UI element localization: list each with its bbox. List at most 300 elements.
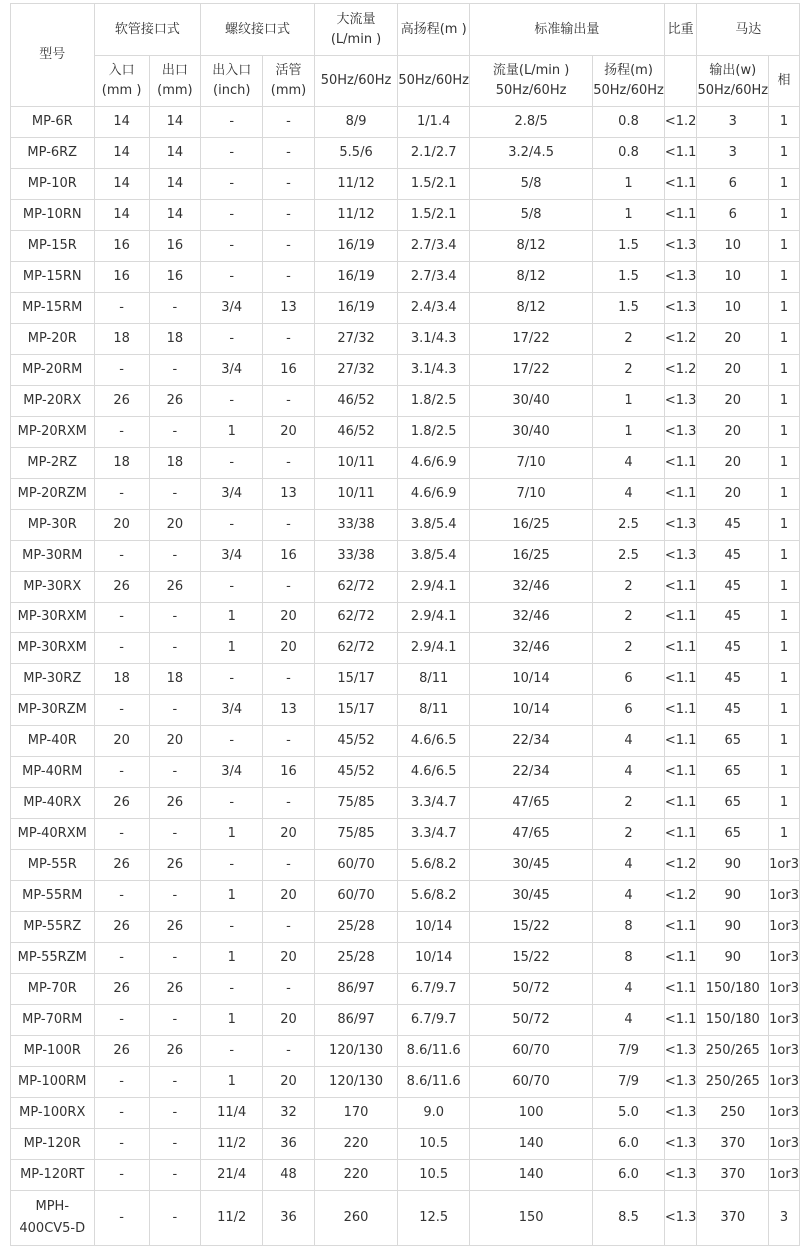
cell-max-flow: 260 xyxy=(314,1190,398,1245)
cell-std-flow: 15/22 xyxy=(470,943,593,974)
cell-live-tube: 20 xyxy=(263,819,314,850)
cell-std-head: 1 xyxy=(593,168,665,199)
cell-model: MPH-400CV5-D xyxy=(11,1190,95,1245)
cell-outlet: - xyxy=(149,1190,200,1245)
cell-max-head: 3.3/4.7 xyxy=(398,819,470,850)
table-row xyxy=(11,695,800,726)
cell-max-head: 10/14 xyxy=(398,912,470,943)
cell-std-flow: 150 xyxy=(470,1190,593,1245)
cell-max-flow: 33/38 xyxy=(314,509,398,540)
cell-outlet: 14 xyxy=(149,137,200,168)
cell-std-head: 5.0 xyxy=(593,1098,665,1129)
cell-output: 10 xyxy=(697,292,769,323)
cell-inlet: 26 xyxy=(94,974,149,1005)
table-header xyxy=(11,4,800,107)
cell-output: 20 xyxy=(697,478,769,509)
cell-max-head: 3.1/4.3 xyxy=(398,354,470,385)
cell-phase: 1 xyxy=(769,478,800,509)
table-row xyxy=(11,788,800,819)
cell-max-flow: 10/11 xyxy=(314,447,398,478)
cell-outlet: - xyxy=(149,1098,200,1129)
cell-model: MP-30RZM xyxy=(11,695,95,726)
cell-sg: <1.2 xyxy=(664,354,697,385)
cell-max-head: 8.6/11.6 xyxy=(398,1067,470,1098)
col-max-head: 高扬程(m ) xyxy=(398,4,470,56)
cell-live-tube: - xyxy=(263,571,314,602)
cell-live-tube: - xyxy=(263,199,314,230)
cell-std-flow: 22/34 xyxy=(470,757,593,788)
cell-std-head: 6 xyxy=(593,695,665,726)
cell-io-inch: 21/4 xyxy=(201,1159,263,1190)
cell-max-head: 2.9/4.1 xyxy=(398,602,470,633)
cell-max-flow: 46/52 xyxy=(314,385,398,416)
table-row xyxy=(11,540,800,571)
cell-sg: <1.1 xyxy=(664,943,697,974)
cell-outlet: 26 xyxy=(149,974,200,1005)
cell-outlet: - xyxy=(149,292,200,323)
cell-std-head: 1.5 xyxy=(593,261,665,292)
cell-io-inch: - xyxy=(201,912,263,943)
cell-output: 10 xyxy=(697,261,769,292)
cell-sg: <1.3 xyxy=(664,1036,697,1067)
cell-inlet: 26 xyxy=(94,571,149,602)
cell-io-inch: - xyxy=(201,168,263,199)
cell-outlet: 18 xyxy=(149,664,200,695)
cell-max-flow: 27/32 xyxy=(314,323,398,354)
cell-inlet: - xyxy=(94,1005,149,1036)
col-outlet: 出口 (mm) xyxy=(149,56,200,107)
cell-sg: <1.1 xyxy=(664,757,697,788)
cell-std-flow: 30/45 xyxy=(470,881,593,912)
cell-std-head: 6 xyxy=(593,664,665,695)
cell-std-flow: 7/10 xyxy=(470,478,593,509)
cell-phase: 1 xyxy=(769,137,800,168)
cell-phase: 1 xyxy=(769,416,800,447)
cell-std-head: 6.0 xyxy=(593,1159,665,1190)
cell-std-flow: 17/22 xyxy=(470,323,593,354)
cell-phase: 1 xyxy=(769,695,800,726)
cell-std-head: 2 xyxy=(593,633,665,664)
cell-outlet: 26 xyxy=(149,850,200,881)
cell-sg: <1.1 xyxy=(664,788,697,819)
table-row xyxy=(11,1190,800,1245)
cell-outlet: - xyxy=(149,1159,200,1190)
cell-std-head: 4 xyxy=(593,974,665,1005)
cell-phase: 1 xyxy=(769,540,800,571)
cell-outlet: - xyxy=(149,1128,200,1159)
cell-outlet: 14 xyxy=(149,168,200,199)
cell-output: 65 xyxy=(697,819,769,850)
cell-io-inch: - xyxy=(201,788,263,819)
cell-io-inch: 3/4 xyxy=(201,757,263,788)
cell-model: MP-30RX xyxy=(11,571,95,602)
cell-sg: <1.1 xyxy=(664,199,697,230)
table-row xyxy=(11,664,800,695)
cell-io-inch: 3/4 xyxy=(201,540,263,571)
cell-sg: <1.1 xyxy=(664,912,697,943)
cell-io-inch: - xyxy=(201,571,263,602)
cell-inlet: - xyxy=(94,819,149,850)
table-row xyxy=(11,292,800,323)
cell-outlet: 16 xyxy=(149,230,200,261)
cell-max-head: 2.7/3.4 xyxy=(398,261,470,292)
table-row xyxy=(11,943,800,974)
table-row xyxy=(11,107,800,138)
cell-phase: 1 xyxy=(769,230,800,261)
cell-max-head: 3.3/4.7 xyxy=(398,788,470,819)
cell-inlet: 18 xyxy=(94,447,149,478)
table-row xyxy=(11,416,800,447)
cell-max-head: 2.7/3.4 xyxy=(398,230,470,261)
cell-inlet: - xyxy=(94,881,149,912)
cell-sg: <1.3 xyxy=(664,1190,697,1245)
cell-std-flow: 10/14 xyxy=(470,664,593,695)
cell-model: MP-40RM xyxy=(11,757,95,788)
cell-max-head: 1.5/2.1 xyxy=(398,199,470,230)
cell-std-flow: 3.2/4.5 xyxy=(470,137,593,168)
cell-phase: 1 xyxy=(769,447,800,478)
table-row xyxy=(11,633,800,664)
cell-output: 250/265 xyxy=(697,1036,769,1067)
cell-max-flow: 45/52 xyxy=(314,726,398,757)
cell-model: MP-6R xyxy=(11,107,95,138)
cell-std-flow: 15/22 xyxy=(470,912,593,943)
cell-std-head: 0.8 xyxy=(593,137,665,168)
cell-outlet: 14 xyxy=(149,107,200,138)
cell-output: 370 xyxy=(697,1128,769,1159)
table-row xyxy=(11,1067,800,1098)
cell-sg: <1.1 xyxy=(664,819,697,850)
cell-output: 250 xyxy=(697,1098,769,1129)
cell-std-flow: 30/40 xyxy=(470,385,593,416)
cell-max-flow: 45/52 xyxy=(314,757,398,788)
cell-model: MP-30RM xyxy=(11,540,95,571)
table-row xyxy=(11,261,800,292)
cell-sg: <1.1 xyxy=(664,168,697,199)
cell-live-tube: - xyxy=(263,137,314,168)
cell-live-tube: - xyxy=(263,447,314,478)
table-row xyxy=(11,137,800,168)
table-row xyxy=(11,974,800,1005)
cell-max-head: 9.0 xyxy=(398,1098,470,1129)
cell-output: 45 xyxy=(697,602,769,633)
cell-std-head: 0.8 xyxy=(593,107,665,138)
cell-model: MP-10RN xyxy=(11,199,95,230)
cell-live-tube: - xyxy=(263,850,314,881)
cell-std-flow: 32/46 xyxy=(470,571,593,602)
cell-std-head: 7/9 xyxy=(593,1067,665,1098)
cell-live-tube: - xyxy=(263,107,314,138)
cell-live-tube: 36 xyxy=(263,1128,314,1159)
cell-output: 45 xyxy=(697,664,769,695)
cell-std-flow: 60/70 xyxy=(470,1067,593,1098)
cell-phase: 1 xyxy=(769,571,800,602)
cell-output: 65 xyxy=(697,788,769,819)
cell-sg: <1.1 xyxy=(664,571,697,602)
cell-output: 20 xyxy=(697,323,769,354)
cell-phase: 1 xyxy=(769,788,800,819)
table-row xyxy=(11,912,800,943)
table-row xyxy=(11,819,800,850)
cell-output: 20 xyxy=(697,354,769,385)
cell-phase: 1 xyxy=(769,354,800,385)
cell-phase: 1 xyxy=(769,819,800,850)
cell-inlet: 26 xyxy=(94,912,149,943)
cell-output: 10 xyxy=(697,230,769,261)
cell-std-head: 2 xyxy=(593,819,665,850)
cell-inlet: - xyxy=(94,943,149,974)
cell-output: 6 xyxy=(697,168,769,199)
cell-inlet: 26 xyxy=(94,850,149,881)
col-max-flow: 大流量 (L/min ) xyxy=(314,4,398,56)
cell-outlet: - xyxy=(149,757,200,788)
cell-max-flow: 62/72 xyxy=(314,602,398,633)
table-row xyxy=(11,757,800,788)
cell-outlet: - xyxy=(149,633,200,664)
cell-live-tube: - xyxy=(263,912,314,943)
cell-max-flow: 16/19 xyxy=(314,230,398,261)
table-row xyxy=(11,354,800,385)
cell-live-tube: - xyxy=(263,323,314,354)
cell-inlet: 14 xyxy=(94,137,149,168)
cell-live-tube: 16 xyxy=(263,757,314,788)
col-std-head: 扬程(m) 50Hz/60Hz xyxy=(593,56,665,107)
cell-output: 45 xyxy=(697,633,769,664)
cell-model: MP-40RX xyxy=(11,788,95,819)
cell-max-flow: 120/130 xyxy=(314,1067,398,1098)
cell-phase: 1 xyxy=(769,261,800,292)
cell-inlet: 26 xyxy=(94,1036,149,1067)
cell-std-head: 4 xyxy=(593,881,665,912)
cell-inlet: 14 xyxy=(94,168,149,199)
cell-io-inch: 3/4 xyxy=(201,478,263,509)
cell-model: MP-10R xyxy=(11,168,95,199)
cell-model: MP-20R xyxy=(11,323,95,354)
cell-max-flow: 46/52 xyxy=(314,416,398,447)
cell-max-head: 2.9/4.1 xyxy=(398,633,470,664)
cell-model: MP-120R xyxy=(11,1128,95,1159)
cell-model: MP-40RXM xyxy=(11,819,95,850)
cell-sg: <1.3 xyxy=(664,540,697,571)
cell-io-inch: - xyxy=(201,850,263,881)
cell-live-tube: - xyxy=(263,168,314,199)
cell-max-head: 5.6/8.2 xyxy=(398,881,470,912)
cell-inlet: 16 xyxy=(94,230,149,261)
cell-model: MP-100RM xyxy=(11,1067,95,1098)
cell-live-tube: 32 xyxy=(263,1098,314,1129)
cell-sg: <1.2 xyxy=(664,107,697,138)
cell-max-flow: 75/85 xyxy=(314,788,398,819)
cell-std-head: 8 xyxy=(593,912,665,943)
cell-output: 90 xyxy=(697,943,769,974)
cell-std-head: 2 xyxy=(593,354,665,385)
cell-inlet: 16 xyxy=(94,261,149,292)
cell-inlet: - xyxy=(94,695,149,726)
cell-outlet: - xyxy=(149,602,200,633)
table-row xyxy=(11,1036,800,1067)
cell-model: MP-30R xyxy=(11,509,95,540)
cell-output: 3 xyxy=(697,107,769,138)
cell-max-flow: 10/11 xyxy=(314,478,398,509)
cell-phase: 1or3 xyxy=(769,1005,800,1036)
cell-max-flow: 25/28 xyxy=(314,943,398,974)
cell-io-inch: - xyxy=(201,385,263,416)
cell-io-inch: - xyxy=(201,974,263,1005)
cell-max-flow: 11/12 xyxy=(314,168,398,199)
table-row xyxy=(11,881,800,912)
cell-std-flow: 22/34 xyxy=(470,726,593,757)
cell-std-head: 1 xyxy=(593,416,665,447)
cell-std-flow: 10/14 xyxy=(470,695,593,726)
cell-output: 370 xyxy=(697,1159,769,1190)
table-row xyxy=(11,447,800,478)
cell-std-head: 2.5 xyxy=(593,509,665,540)
col-group-thread: 螺纹接口式 xyxy=(201,4,315,56)
cell-inlet: 18 xyxy=(94,323,149,354)
cell-io-inch: 3/4 xyxy=(201,292,263,323)
cell-outlet: - xyxy=(149,416,200,447)
cell-live-tube: 36 xyxy=(263,1190,314,1245)
cell-max-head: 10.5 xyxy=(398,1128,470,1159)
cell-io-inch: 1 xyxy=(201,633,263,664)
cell-outlet: 26 xyxy=(149,912,200,943)
cell-max-flow: 220 xyxy=(314,1159,398,1190)
cell-output: 90 xyxy=(697,850,769,881)
cell-inlet: - xyxy=(94,602,149,633)
cell-std-head: 4 xyxy=(593,478,665,509)
cell-output: 3 xyxy=(697,137,769,168)
cell-outlet: - xyxy=(149,478,200,509)
table-row xyxy=(11,168,800,199)
cell-sg: <1.3 xyxy=(664,1098,697,1129)
cell-model: MP-15RN xyxy=(11,261,95,292)
cell-output: 45 xyxy=(697,540,769,571)
cell-model: MP-55RZ xyxy=(11,912,95,943)
cell-outlet: - xyxy=(149,943,200,974)
cell-sg: <1.1 xyxy=(664,137,697,168)
cell-max-flow: 33/38 xyxy=(314,540,398,571)
table-row xyxy=(11,850,800,881)
cell-max-flow: 5.5/6 xyxy=(314,137,398,168)
cell-io-inch: - xyxy=(201,137,263,168)
cell-phase: 1or3 xyxy=(769,1128,800,1159)
cell-std-head: 2 xyxy=(593,602,665,633)
cell-sg: <1.3 xyxy=(664,292,697,323)
cell-std-head: 4 xyxy=(593,1005,665,1036)
cell-sg: <1.1 xyxy=(664,478,697,509)
cell-io-inch: 11/2 xyxy=(201,1128,263,1159)
cell-phase: 1 xyxy=(769,107,800,138)
cell-phase: 1or3 xyxy=(769,881,800,912)
pump-spec-table xyxy=(10,3,800,1246)
cell-sg: <1.3 xyxy=(664,261,697,292)
cell-io-inch: - xyxy=(201,261,263,292)
cell-max-head: 2.1/2.7 xyxy=(398,137,470,168)
cell-output: 20 xyxy=(697,416,769,447)
cell-inlet: - xyxy=(94,1190,149,1245)
cell-live-tube: 20 xyxy=(263,1005,314,1036)
cell-outlet: - xyxy=(149,695,200,726)
cell-max-head: 1.8/2.5 xyxy=(398,416,470,447)
cell-model: MP-55RM xyxy=(11,881,95,912)
cell-std-head: 1.5 xyxy=(593,230,665,261)
cell-live-tube: - xyxy=(263,509,314,540)
cell-io-inch: - xyxy=(201,726,263,757)
cell-live-tube: 13 xyxy=(263,695,314,726)
cell-live-tube: - xyxy=(263,230,314,261)
cell-max-head: 8/11 xyxy=(398,664,470,695)
cell-io-inch: - xyxy=(201,230,263,261)
cell-io-inch: - xyxy=(201,323,263,354)
cell-sg: <1.1 xyxy=(664,1005,697,1036)
cell-max-head: 4.6/6.9 xyxy=(398,478,470,509)
cell-model: MP-15RM xyxy=(11,292,95,323)
cell-sg: <1.3 xyxy=(664,1128,697,1159)
cell-live-tube: - xyxy=(263,1036,314,1067)
col-flow-hz: 50Hz/60Hz xyxy=(314,56,398,107)
cell-std-flow: 17/22 xyxy=(470,354,593,385)
cell-max-head: 2.4/3.4 xyxy=(398,292,470,323)
cell-sg: <1.2 xyxy=(664,850,697,881)
cell-outlet: - xyxy=(149,1005,200,1036)
cell-max-flow: 15/17 xyxy=(314,664,398,695)
cell-output: 150/180 xyxy=(697,1005,769,1036)
cell-inlet: - xyxy=(94,1128,149,1159)
table-row xyxy=(11,199,800,230)
cell-io-inch: - xyxy=(201,1036,263,1067)
cell-std-flow: 50/72 xyxy=(470,974,593,1005)
cell-inlet: 26 xyxy=(94,788,149,819)
cell-std-head: 4 xyxy=(593,757,665,788)
cell-output: 90 xyxy=(697,912,769,943)
cell-sg: <1.1 xyxy=(664,726,697,757)
cell-sg: <1.2 xyxy=(664,323,697,354)
cell-max-head: 3.8/5.4 xyxy=(398,509,470,540)
cell-output: 45 xyxy=(697,509,769,540)
cell-std-head: 4 xyxy=(593,850,665,881)
cell-live-tube: 20 xyxy=(263,943,314,974)
cell-output: 150/180 xyxy=(697,974,769,1005)
cell-io-inch: 1 xyxy=(201,943,263,974)
cell-max-head: 3.1/4.3 xyxy=(398,323,470,354)
cell-live-tube: 20 xyxy=(263,1067,314,1098)
cell-outlet: 20 xyxy=(149,726,200,757)
cell-model: MP-20RXM xyxy=(11,416,95,447)
cell-outlet: - xyxy=(149,819,200,850)
cell-live-tube: 20 xyxy=(263,633,314,664)
cell-phase: 1or3 xyxy=(769,1036,800,1067)
cell-std-flow: 5/8 xyxy=(470,168,593,199)
col-head-hz: 50Hz/60Hz xyxy=(398,56,470,107)
cell-sg: <1.3 xyxy=(664,1067,697,1098)
cell-io-inch: 1 xyxy=(201,602,263,633)
cell-outlet: 18 xyxy=(149,323,200,354)
cell-phase: 1or3 xyxy=(769,850,800,881)
table-row xyxy=(11,509,800,540)
cell-model: MP-30RXM xyxy=(11,633,95,664)
cell-std-flow: 50/72 xyxy=(470,1005,593,1036)
cell-inlet: - xyxy=(94,354,149,385)
cell-inlet: - xyxy=(94,633,149,664)
cell-inlet: - xyxy=(94,757,149,788)
cell-output: 90 xyxy=(697,881,769,912)
cell-sg: <1.3 xyxy=(664,509,697,540)
cell-std-flow: 47/65 xyxy=(470,819,593,850)
cell-std-flow: 32/46 xyxy=(470,633,593,664)
cell-max-flow: 120/130 xyxy=(314,1036,398,1067)
cell-io-inch: - xyxy=(201,199,263,230)
cell-inlet: 20 xyxy=(94,509,149,540)
